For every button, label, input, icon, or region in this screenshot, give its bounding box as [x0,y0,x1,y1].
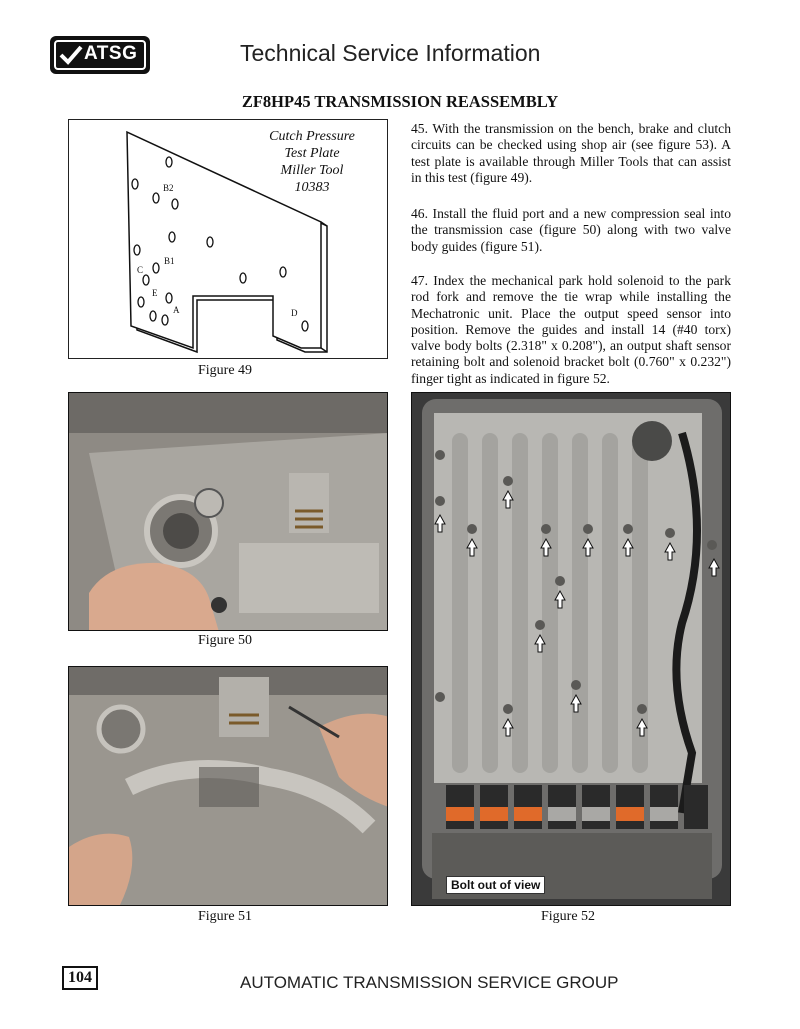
port-label-e: E [152,288,158,298]
header-title: Technical Service Information [240,40,541,66]
section-title: ZF8HP45 TRANSMISSION REASSEMBLY [241,92,559,111]
mechatronic-unit-photo [412,393,731,906]
step-47-text: 47. Index the mechanical park hold solenoid to the park rod fork and remove the tie wrap while installing the Mechatronic unit. Place the output speed sensor into position. Remove the guides and install 14 (#40 torx) valve body bolts (2.318" x 0.208"), an output shaft sensor retaining bolt and solenoid bracket bolt (0.760" x 0.232") finger tight as indicated in figure 52. [411,273,731,386]
tool-caption-line: Miller Tool [280,163,344,178]
figure-51-caption: Figure 51 [198,909,253,924]
port-label-b1: B1 [164,256,175,266]
tool-caption-line: Test Plate [284,146,340,161]
figure-51-photo [68,666,388,906]
figure-50-caption: Figure 50 [198,633,253,648]
page-number: 104 [62,966,98,990]
figure-52-photo [411,392,731,906]
figure-50-photo [68,392,388,631]
tool-caption-line: 10383 [294,180,330,195]
bolt-out-of-view-callout: Bolt out of view [446,876,545,894]
footer-text: AUTOMATIC TRANSMISSION SERVICE GROUP [240,973,619,992]
tool-caption [247,128,377,196]
atsg-logo [50,36,150,74]
valve-body-guides-photo [69,667,388,906]
figure-49-caption: Figure 49 [198,363,253,378]
figure-49-drawing [68,119,388,359]
port-label-c: C [137,265,144,275]
checkmark-icon [59,45,83,65]
step-45-text: 45. With the transmission on the bench, brake and clutch circuits can be checked using shop air (see figure 53). A test plate is available through Miller Tools that can assist in this test (figure 49). [411,121,731,185]
port-label-d: D [291,308,298,318]
step-46-text: 46. Install the fluid port and a new compression seal into the transmission case (figure 50) along with two valve body guides (figure 51). [411,206,731,254]
logo-text: ATSG [84,43,138,64]
tool-caption-line: Cutch Pressure [269,129,355,144]
port-label-b2: B2 [163,183,174,193]
port-label-a: A [173,305,180,315]
figure-52-caption: Figure 52 [541,909,596,924]
fluid-port-photo [69,393,388,631]
